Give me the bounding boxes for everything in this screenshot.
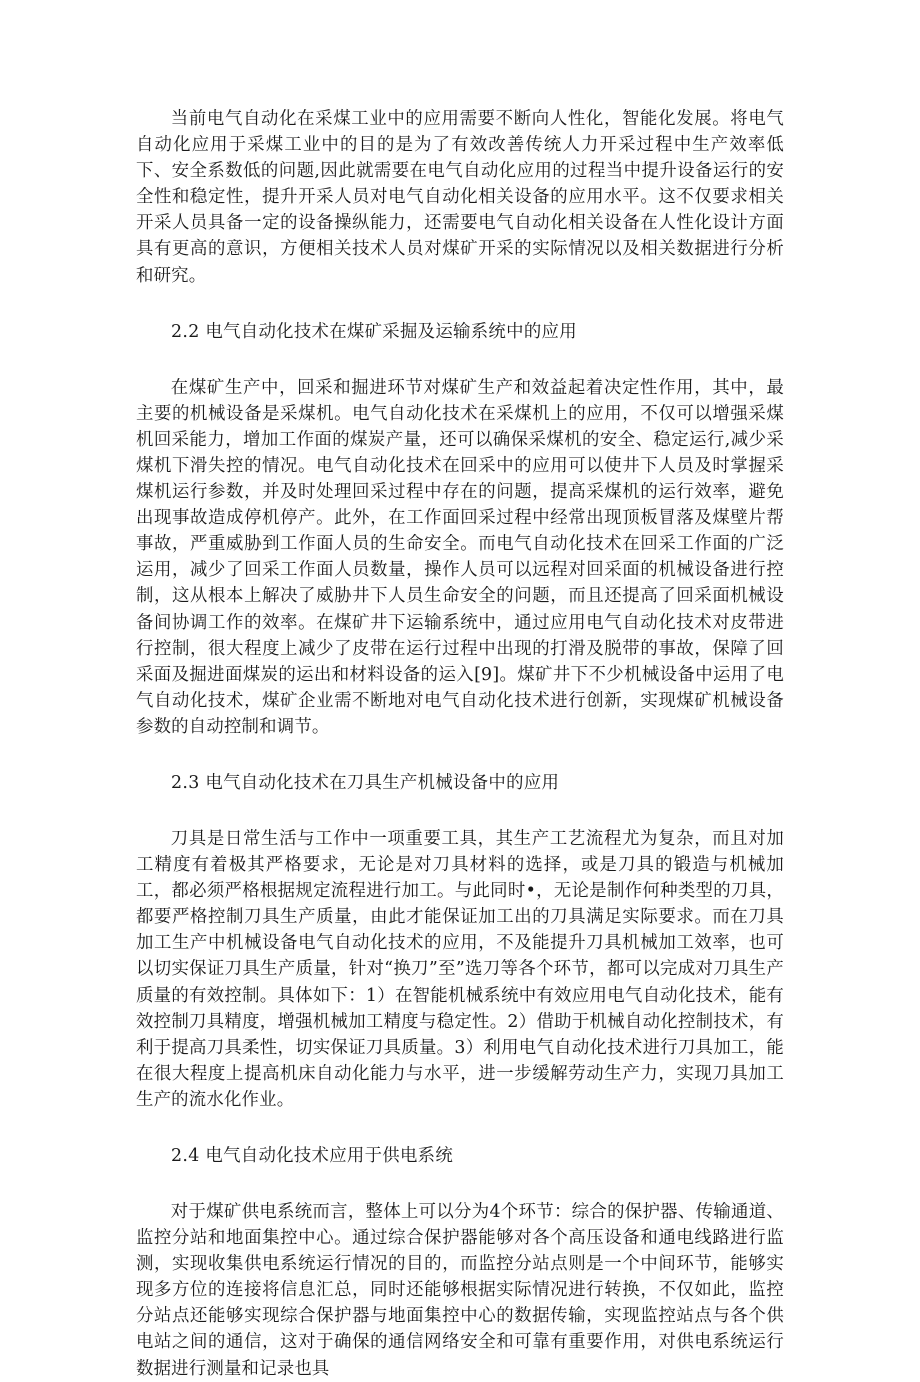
section-heading-2-4: 2.4 电气自动化技术应用于供电系统 — [171, 1146, 454, 1166]
paragraph-2-2: 在煤矿生产中，回采和掘进环节对煤矿生产和效益起着决定性作用，其中，最主要的机械设备是采煤机。电气自动化技术在采煤机上的应用，不仅可以增强采煤机回采能力，增加工作面的煤炭产量，还可以确保采煤机的安全、稳定运行,减少采煤机下滑失控的情况。电气自动化技术在回采中的应用可以使井下人员及时掌握采煤机运行参数，并及时处理回采过程中存在的问题，提高采煤机的运行效率，避免出现事故造成停机停产。此外，在工作面回采过程中经常出现顶板冒落及煤壁片帮事故，严重威胁到工作面人员的生命安全。而电气自动化技术在回采工作面的广泛运用，减少了回采工作面人员数量，操作人员可以远程对回采面的机械设备进行控制，这从根本上解决了威胁井下人员生命安全的问题，而且还提高了回采面机械设备间协调工作的效率。在煤矿井下运输系统中，通过应用电气自动化技术对皮带进行控制，很大程度上减少了皮带在运行过程中出现的打滑及脱带的事故，保障了回采面及掘进面煤炭的运出和材料设备的运入[9]。煤矿井下不少机械设备中运用了电气自动化技术，煤矿企业需不断地对电气自动化技术进行创新，实现煤矿机械设备参数的自动控制和调节。 — [136, 377, 784, 737]
paragraph-2-3: 刀具是日常生活与工作中一项重要工具，其生产工艺流程尤为复杂，而且对加工精度有着极其严格要求，无论是对刀具材料的选择，或是刀具的锻造与机械加工，都必须严格根据规定流程进行加工。与此同时•，无论是制作何种类型的刀具，都要严格控制刀具生产质量，由此才能保证加工出的刀具满足实际要求。而在刀具加工生产中机械设备电气自动化技术的应用，不及能提升刀具机械加工效率，也可以切实保证刀具生产质量，针对“换刀”至”选刀等各个环节，都可以完成对刀具生产质量的有效控制。具体如下：1）在智能机械系统中有效应用电气自动化技术，能有效控制刀具精度，增强机械加工精度与稳定性。2）借助于机械自动化控制技术，有利于提高刀具柔性，切实保证刀具质量。3）利用电气自动化技术进行刀具加工，能在很大程度上提高机床自动化能力与水平，进一步缓解劳动生产力，实现刀具加工生产的流水化作业。 — [136, 828, 784, 1110]
section-heading-2-2: 2.2 电气自动化技术在煤矿采掘及运输系统中的应用 — [171, 321, 577, 342]
paragraph-2-4: 对于煤矿供电系统而言，整体上可以分为4个环节：综合的保护器、传输通道、监控分站和地面集控中心。通过综合保护器能够对各个高压设备和通电线路进行监测，实现收集供电系统运行情况的目的，而监控分站点则是一个中间环节，能够实现多方位的连接将信息汇总，同时还能够根据实际情况进行转换，不仅如此，监控分站点还能够实现综合保护器与地面集控中心的数据传输，实现监控站点与各个供电站之间的通信，这对于确保的通信网络安全和可靠有重要作用，对供电系统运行数据进行测量和记录也具 — [136, 1202, 784, 1379]
document-page — [136, 106, 784, 1382]
paragraph-intro: 当前电气自动化在采煤工业中的应用需要不断向人性化，智能化发展。将电气自动化应用于采煤工业中的目的是为了有效改善传统人力开采过程中生产效率低下、安全系数低的问题,因此就需要在电气自动化应用的过程当中提升设备运行的安全性和稳定性，提升开采人员对电气自动化相关设备的应用水平。这不仅要求相关开采人员具备一定的设备操纵能力，还需要电气自动化相关设备在人性化设计方面具有更高的意识，方便相关技术人员对煤矿开采的实际情况以及相关数据进行分析和研究。 — [136, 109, 784, 286]
section-heading-2-3: 2.3 电气自动化技术在刀具生产机械设备中的应用 — [171, 772, 560, 793]
